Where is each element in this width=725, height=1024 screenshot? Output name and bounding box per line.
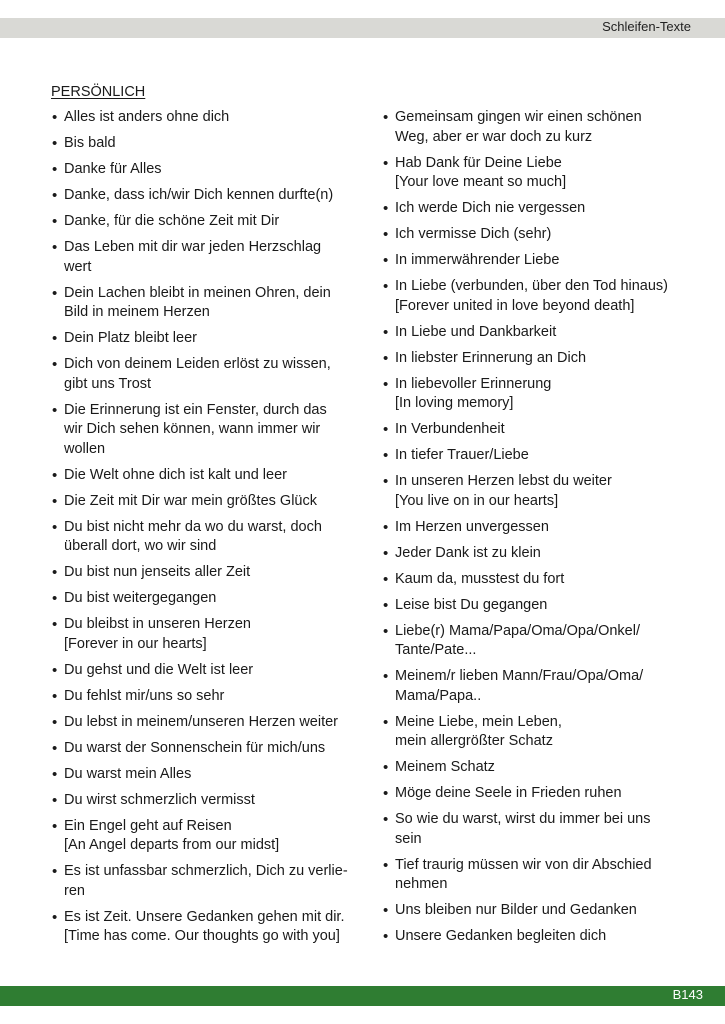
list-item-text: • Dich von deinem Leiden erlöst zu wissen, [64,356,331,372]
list-item-text: • In tiefer Trauer/Liebe [395,447,529,463]
list-item-text: • Unsere Gedanken begleiten dich [395,928,607,944]
list-item-text: • In unseren Herzen lebst du weiter [395,473,612,489]
list-item-text: • Meinem/r lieben Mann/Frau/Opa/Oma/ [395,668,644,684]
list-item-text: mein allergrößter Schatz [395,733,553,749]
list-item-text: • Leise bist Du gegangen [395,596,548,613]
list-item [383,108,699,147]
section-heading: PERSÖNLICH [51,84,146,100]
list-item [52,765,368,785]
list-item [383,667,699,706]
list-item-text: • Meinem Schatz [395,759,495,775]
list-item-text: • Du bist nicht mehr da wo du warst, doch [64,518,322,535]
list-item [383,375,699,414]
list-item [52,284,368,323]
list-item-text: wir Dich sehen können, wann immer wir [64,421,321,437]
list-item-text: • In Liebe (verbunden, über den Tod hinaus) [395,278,669,294]
list-item-text: • Alles ist anders ohne dich [64,109,230,125]
list-item [52,687,368,707]
list-item [383,277,699,316]
header-title: Schleifen-Texte [602,19,691,34]
list-item [383,154,699,193]
list-item-text: ren [64,882,85,899]
list-item-text: • Die Erinnerung ist ein Fenster, durch das [64,401,327,418]
list-item-text: • Ein Engel geht auf Reisen [64,817,232,834]
list-item [52,329,368,349]
left-column-list [52,108,368,953]
list-item-text: • Du bleibst in unseren Herzen [64,616,251,632]
list-item-text: • Ich werde Dich nie vergessen [395,200,586,216]
list-item [383,472,699,511]
list-item-text: • Du warst der Sonnenschein für mich/uns [64,739,326,756]
list-item [52,134,368,154]
list-item-text: [Your love meant so much] [395,174,567,190]
list-item-text: Tante/Pate... [395,642,477,658]
list-item-text: • So wie du warst, wirst du immer bei uns [395,811,651,827]
list-item-text: • Danke für Alles [64,161,162,177]
list-item [383,518,699,538]
list-item-text: Bild in meinem Herzen [64,304,210,320]
list-item [383,927,699,947]
list-item-text: • Tief traurig müssen wir von dir Abschied [395,856,652,873]
list-item [383,323,699,343]
list-item-text: • Jeder Dank ist zu klein [395,544,541,561]
list-item [52,518,368,557]
list-item-text: • Du fehlst mir/uns so sehr [64,687,225,704]
list-item [52,739,368,759]
list-item [383,446,699,466]
list-item-text: [Forever in our hearts] [64,635,207,652]
list-item-text: • Danke, für die schöne Zeit mit Dir [64,213,280,229]
list-item [52,589,368,609]
list-item-text: • Gemeinsam gingen wir einen schönen [395,109,642,125]
list-item [52,401,368,460]
list-item [52,160,368,180]
list-item [52,355,368,394]
list-item [52,615,368,654]
list-item [52,908,368,947]
list-item [383,544,699,564]
list-item [52,186,368,206]
list-item [383,901,699,921]
list-item-text: • Dein Lachen bleibt in meinen Ohren, dein [64,284,331,301]
list-item-text: wollen [64,440,106,457]
list-item [52,238,368,277]
list-item-text: gibt uns Trost [64,375,152,392]
list-item-text: • Das Leben mit dir war jeden Herzschlag [64,239,322,255]
list-item [52,563,368,583]
list-item [383,758,699,778]
list-item-text: • Es ist Zeit. Unsere Gedanken gehen mit dir. [64,908,345,925]
list-item-text: Weg, aber er war doch zu kurz [395,128,593,145]
list-item [52,661,368,681]
list-item-text: • In immerwährender Liebe [395,252,560,268]
list-item-text: • Du bist weitergegangen [64,590,217,606]
list-item-text: • Kaum da, musstest du fort [395,570,565,587]
list-item-text: überall dort, wo wir sind [64,538,217,554]
list-item [383,622,699,661]
list-item-text: wert [64,258,92,275]
footer-bar [0,986,725,1006]
list-item-text: [Forever united in love beyond death] [395,297,635,314]
list-item [383,420,699,440]
list-item [52,492,368,512]
list-item-text: • In liebster Erinnerung an Dich [395,349,587,366]
list-item-text: • Du bist nun jenseits aller Zeit [64,564,251,580]
list-item [383,199,699,219]
header-bar [0,18,725,38]
list-item-text: Mama/Papa.. [395,687,482,704]
list-item-text: [An Angel departs from our midst] [64,837,280,853]
list-item-text: sein [395,830,422,847]
list-item [383,784,699,804]
list-item [52,791,368,811]
page-number: B143 [672,987,703,1002]
list-item-text: • Danke, dass ich/wir Dich kennen durfte(n) [64,187,334,203]
list-item-text: • Uns bleiben nur Bilder und Gedanken [395,902,637,918]
list-item [52,817,368,856]
list-item [52,466,368,486]
list-item [383,570,699,590]
list-item [383,596,699,616]
list-item-text: • In Liebe und Dankbarkeit [395,323,557,340]
list-item-text: • In liebevoller Erinnerung [395,375,552,392]
list-item-text: • Bis bald [64,135,116,151]
list-item-text: • Du gehst und die Welt ist leer [64,661,254,678]
list-item [52,108,368,128]
list-item-text: • In Verbundenheit [395,421,505,437]
list-item-text: • Liebe(r) Mama/Papa/Oma/Opa/Onkel/ [395,622,640,639]
list-item-text: [In loving memory] [395,395,514,411]
list-item-text: • Dein Platz bleibt leer [64,330,197,346]
list-item-text: nehmen [395,876,448,892]
list-item-text: • Im Herzen unvergessen [395,518,549,535]
list-item-text: • Du lebst in meinem/unseren Herzen weiter [64,713,339,730]
list-item-text: [Time has come. Our thoughts go with you] [64,928,340,944]
list-item [383,713,699,752]
list-item-text: • Es ist unfassbar schmerzlich, Dich zu verlie- [64,863,348,879]
list-item-text: • Die Welt ohne dich ist kalt und leer [64,466,287,483]
list-item-text: • Du warst mein Alles [64,765,192,782]
list-item-text: • Meine Liebe, mein Leben, [395,713,562,730]
list-item-text: • Die Zeit mit Dir war mein größtes Glück [64,492,317,509]
list-item [52,862,368,901]
list-item [383,810,699,849]
list-item-text: • Ich vermisse Dich (sehr) [395,226,552,242]
list-item [52,713,368,733]
list-item [383,251,699,271]
list-item-text: • Du wirst schmerzlich vermisst [64,791,255,808]
list-item-text: • Möge deine Seele in Frieden ruhen [395,785,622,801]
list-item-text: [You live on in our hearts] [395,492,559,509]
list-item [383,349,699,369]
list-item [383,856,699,895]
list-item [383,225,699,245]
list-item [52,212,368,232]
list-item-text: • Hab Dank für Deine Liebe [395,154,562,171]
right-column-list [383,108,699,953]
